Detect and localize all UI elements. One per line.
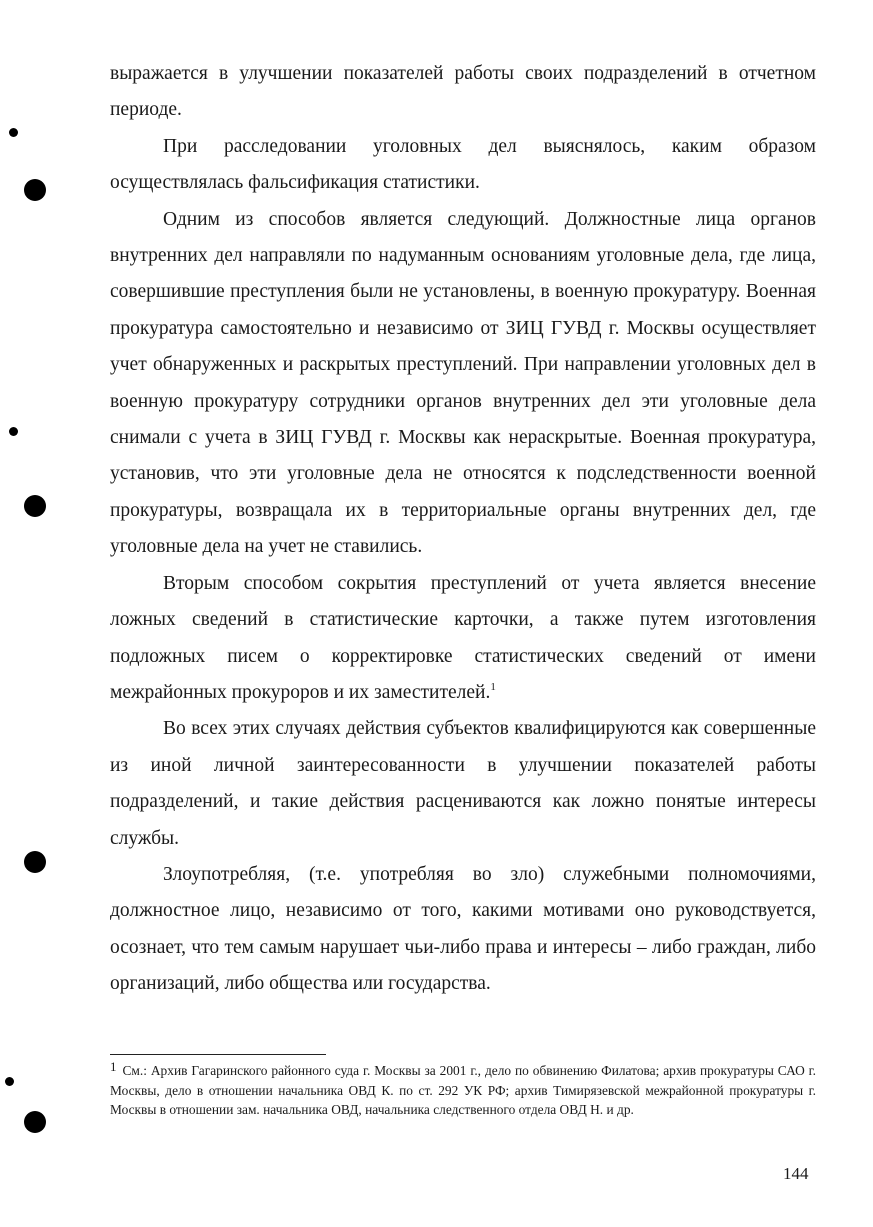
footnote-marker: 1	[110, 1059, 117, 1074]
paragraph: Во всех этих случаях действия субъектов квалифицируются как совершенные из иной личной заинтересованности в улучшении показателей работы подразделений, и такие действия расцениваются как ложно понятые интересы службы.	[110, 718, 816, 849]
punch-hole-mark	[5, 1077, 14, 1086]
punch-hole-mark	[9, 128, 18, 137]
punch-hole	[24, 851, 46, 873]
footnote-reference: 1	[490, 680, 496, 693]
body-text	[110, 56, 816, 1003]
page-number: 144	[783, 1164, 809, 1183]
footnote-separator	[110, 1054, 326, 1055]
footnote	[110, 1061, 816, 1120]
paragraph: При расследовании уголовных дел выяснялось, каким образом осуществлялась фальсификация статистики.	[110, 135, 816, 194]
paragraph-with-footnote	[110, 566, 816, 712]
paragraph-continuation: выражается в улучшении показателей работы своих подразделений в отчетном периоде.	[110, 63, 816, 121]
punch-hole	[24, 495, 46, 517]
punch-hole-mark	[9, 427, 18, 436]
punch-hole	[24, 179, 46, 201]
punch-hole	[24, 1111, 46, 1133]
footnote-text: См.: Архив Гагаринского районного суда г. Москвы за 2001 г., дело по обвинению Филатова; архив прокуратуры САО г. Москвы, дело в отношении начальника ОВД К. по ст. 292 УК РФ; архив Тимирязевской межрайонной прокуратуры г. Москвы в отношении зам. начальника ОВД, начальника следственного отдела ОВД Н. и др.	[110, 1063, 816, 1118]
paragraph: Злоупотребляя, (т.е. употребляя во зло) служебными полномочиями, должностное лицо, независимо от того, какими мотивами оно руководствуется, осознает, что тем самым нарушает чьи-либо права и интересы – либо граждан, либо организаций, либо общества или государства.	[110, 863, 816, 995]
paragraph: Одним из способов является следующий. Должностные лица органов внутренних дел направляли по надуманным основаниям уголовные дела, где лица, совершившие преступления были не установлены, в военную прокуратуру. Военная прокуратура самостоятельно и независимо от ЗИЦ ГУВД г. Москвы осуществляет учет обнаруженных и раскрытых преступлений. При направлении уголовных дел в военную прокуратуру сотрудники органов внутренних дел эти уголовные дела снимали с учета в ЗИЦ ГУВД г. Москвы как нераскрытые. Военная прокуратура, установив, что эти уголовные дела не относятся к подследственности военной прокуратуры, возвращала их в территориальные органы внутренних дел, где уголовные дела на учет не ставились.	[110, 208, 816, 558]
paragraph-text: Вторым способом сокрытия преступлений от учета является внесение ложных сведений в статистические карточки, а также путем изготовления подложных писем о корректировке статистических сведений от имени межрайонных прокуроров и их заместителей.	[110, 572, 816, 703]
